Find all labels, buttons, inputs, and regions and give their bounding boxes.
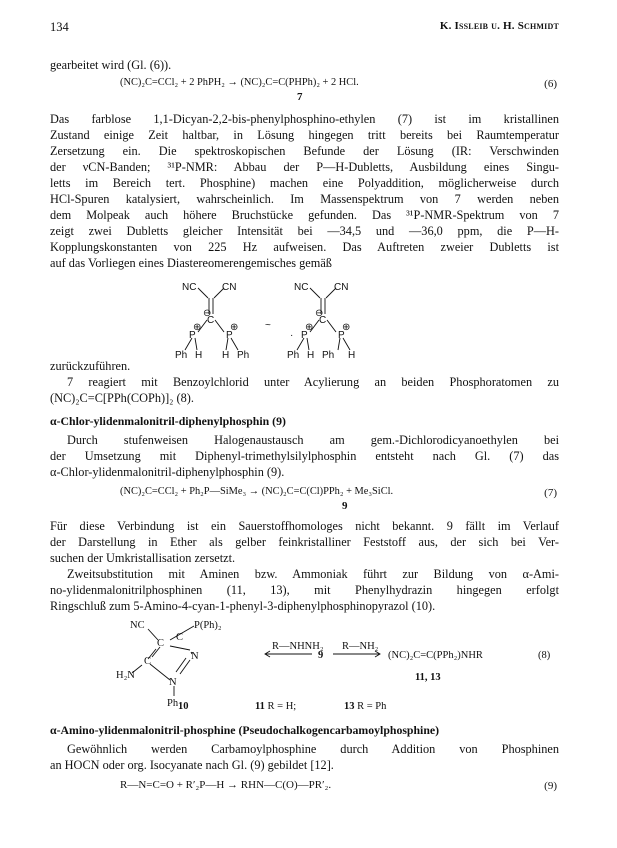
nc-label: NC [130,620,145,631]
carbon-label: C [144,656,152,667]
charge: ⊕ [230,322,239,333]
arrow-label: R—NHNH₂ [272,641,324,652]
nc-label: NC [182,282,197,293]
carbon-label: C [176,632,184,643]
text-line: der νCN-Banden; ³¹P-NMR: Abbau der P—H-Dubletts, Ausbildung eines Singu- [50,160,559,174]
text-line: no-ylidenmalonitrilphosphinen (11, 13), mit Phenylhydrazin hingegen erfolgt [50,583,559,597]
carbon-label: C [207,315,215,326]
compound-label: 7 [297,91,303,103]
text-line: Zweitsubstitution mit Aminen bzw. Ammoniak führt zur Bildung von α-Ami- [67,567,559,581]
diastereomer-structures [150,280,390,360]
phosphorus-label: P [338,330,345,341]
compound-label: 10 [178,701,189,712]
h2n-label: H₂N [116,670,135,681]
equation-7: (NC)₂C=CCl₂ + Ph₂P—SiMe₃ → (NC)₂C=C(Cl)PPh₂ + Me₃SiCl. [120,486,394,497]
text-line: suchen der Umkristallisation zersetzt. [50,551,236,565]
section-heading: α-Chlor-ylidenmalonitril-diphenylphosphin (9) [50,414,286,428]
pyrazole-reaction-scheme [90,616,560,708]
text-line: α-Chlor-ylidenmalonitril-diphenylphosphin (9). [50,465,285,479]
compound-label: 11 R = H; [255,701,297,712]
equation-number: (8) [538,650,551,661]
equation-9: R—N=C=O + R′₂P—H → RHN—C(O)—PR′₂. [120,779,332,791]
section-heading: α-Amino-ylidenmalonitril-phosphine (Pseudochalkogencarbamoylphosphine) [50,723,440,737]
text-line: Gewöhnlich werden Carbamoylphosphine durch Addition von Phosphinen [67,742,559,756]
ph-label: Ph [175,350,188,360]
text-line: HCl-Spuren katalysiert, wahrscheinlich. Im Massenspektrum von 7 werden neben [50,192,559,206]
text-line: Zustand einige Zeit haltbar, in Lösung hingegen tritt bereits bei Raumtemperatur [50,128,559,142]
phosphorus-label: P [189,330,196,341]
h-label: H [195,350,203,360]
arrow-label: R—NH₂ [342,641,379,652]
phosphorus-label: P [226,330,233,341]
page-number: 134 [50,20,69,34]
tilde-symbol: ~ [265,320,271,331]
text-line: (NC)₂C=C[PPh(COPh)]₂ (8). [50,391,194,405]
carbon-label: C [157,638,165,649]
text-line: an HOCN oder org. Isocyanate nach Gl. (9) gebildet [12]. [50,758,334,772]
ph-label: Ph [237,350,250,360]
charge: ⊕ [193,322,202,333]
text-line: der Darstellung in Ether als gelber feinkristalliner Feststoff aus, der sich bei Ver- [50,535,559,549]
nc-label: NC [294,282,309,293]
charge: ⊕ [305,322,314,333]
text-line: Kopplungskonstanten von 225 Hz aufweisen. Das Auftreten zweier Dubletts ist [50,240,559,254]
text-line: 7 reagiert mit Benzoylchlorid unter Acylierung an beiden Phosphoratomen zu [67,375,559,389]
text-line: auf das Vorliegen eines Diastereomerengemisches gemäß [50,256,332,270]
h-label: H [307,350,315,360]
text-line: Ringschluß zum 5-Amino-4-cyan-1-phenyl-3-diphenylphosphinopyrazol (10). [50,599,436,613]
equation-number: (6) [544,78,557,90]
pph2-label: P(Ph)₂ [194,620,222,631]
charge: ⊕ [342,322,351,333]
h-label: H [222,350,230,360]
nitrogen-label: N [191,651,199,662]
text-line: Für diese Verbindung ist ein Sauerstoffhomologes nicht bekannt. 9 fällt im Verlauf [50,519,559,533]
text-line: letts im Bereich tert. Phosphine) machen eine Polyaddition, möglicherweise durch [50,176,559,190]
phosphorus-label: P [301,330,308,341]
compound-label: 11, 13 [415,672,441,683]
ph-label: Ph [287,350,300,360]
plus-charge: ⊖ [203,308,212,319]
cn-label: CN [222,282,237,293]
carbon-label: C [319,315,327,326]
charge: ⊖ [315,308,324,319]
equation-number: (7) [544,487,557,499]
nitrogen-label: N [169,677,177,688]
equation-number: (9) [544,780,557,792]
compound-label: 9 [342,500,348,512]
phenyl-label: Ph [167,698,179,708]
text-line: Das farblose 1,1-Dicyan-2,2-bis-phenylphosphino-ethylen (7) ist im kristallinen [50,112,559,126]
product-formula: (NC)₂C=C(PPh₂)NHR [388,650,483,661]
text-line: dem Molpeak auch höhere Bruchstücke gefunden. Das ³¹P-NMR-Spektrum von 7 [50,208,559,222]
equation-6: (NC)₂C=CCl₂ + 2 PhPH₂ → (NC)₂C=C(PHPh)₂ + 2 HCl. [120,77,359,88]
text-line: Zersetzung ein. Die spektroskopischen Befunde der Lösung (IR: Verschwinden [50,144,559,158]
text-line: gearbeitet wird (Gl. (6)). [50,58,172,72]
text-line: zurückzuführen. [50,359,131,373]
text-line: der Umsetzung mit Diphenyl-trimethylsilylphosphin entsteht nach Gl. (7) das [50,449,559,463]
cn-label: CN [334,282,349,293]
text-line: zeigt zwei Dubletts gleicher Intensität bei —34,5 und —36,0 ppm, die P—H- [50,224,559,238]
running-header: K. Issleib u. H. Schmidt [439,20,559,32]
dot-symbol: · [290,330,294,341]
compound-label: 9 [318,650,324,661]
ph-label: Ph [322,350,335,360]
text-line: Durch stufenweisen Halogenaustausch am gem.-Dichlorodicyanoethylen bei [67,433,559,447]
h-label: H [348,350,356,360]
compound-label: 13 R = Ph [344,701,387,712]
